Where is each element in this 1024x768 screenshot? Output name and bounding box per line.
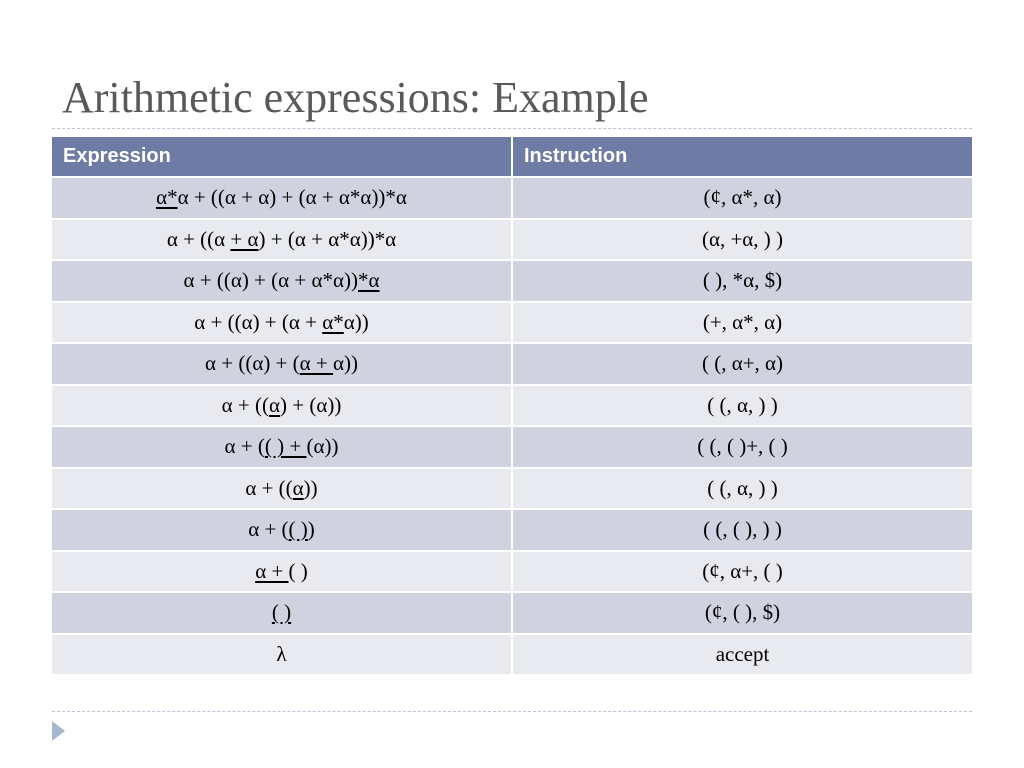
- table-row: [52, 385, 972, 427]
- table-row: [52, 509, 972, 551]
- header-expression: Expression: [52, 137, 512, 177]
- table-row: [52, 426, 972, 468]
- instruction-cell: ( ), *α, $): [512, 260, 972, 302]
- expression-cell: [52, 177, 512, 219]
- expr-underlined: α*: [322, 309, 344, 334]
- top-divider: [52, 128, 972, 129]
- table-row: [52, 260, 972, 302]
- expr-before: α + ((α) + (α + α*α)): [183, 268, 358, 293]
- expression-cell: [52, 219, 512, 261]
- expr-underlined: α +: [299, 351, 334, 376]
- expr-after: ( ): [288, 558, 308, 583]
- expr-after: (α)): [306, 434, 339, 459]
- instruction-cell: ( (, ( ), ) ): [512, 509, 972, 551]
- expr-before: α + (: [224, 434, 265, 459]
- expression-table: [52, 137, 972, 676]
- expression-cell: [52, 468, 512, 510]
- header-instruction: Instruction: [512, 137, 972, 177]
- expr-before: α + ((α) + (: [204, 351, 300, 376]
- table-row: [52, 177, 972, 219]
- expr-underlined: ( ): [288, 517, 308, 542]
- expression-cell: [52, 343, 512, 385]
- expr-underlined: α: [292, 475, 304, 500]
- slide-title: Arithmetic expressions: Example: [62, 73, 649, 122]
- expression-cell: [52, 509, 512, 551]
- expression-cell: [52, 260, 512, 302]
- table-row: [52, 302, 972, 344]
- expr-before: λ: [276, 641, 287, 666]
- table-header-row: [52, 137, 972, 177]
- expr-after: α)): [333, 351, 359, 376]
- expr-after: α + ((α + α) + (α + α*α))*α: [177, 185, 407, 210]
- expr-before: α + ((: [245, 475, 293, 500]
- bottom-divider: [52, 711, 972, 712]
- table-row: [52, 219, 972, 261]
- expression-cell: [52, 385, 512, 427]
- instruction-cell: (α, +α, ) ): [512, 219, 972, 261]
- instruction-cell: accept: [512, 634, 972, 676]
- expression-cell: [52, 634, 512, 676]
- table-row: [52, 592, 972, 634]
- expression-cell: [52, 302, 512, 344]
- expression-cell: [52, 426, 512, 468]
- expr-after: α)): [343, 309, 369, 334]
- triangle-bullet-icon: [52, 721, 65, 741]
- instruction-cell: ( (, ( )+, ( ): [512, 426, 972, 468]
- instruction-cell: ( (, α+, α): [512, 343, 972, 385]
- instruction-cell: (¢, ( ), $): [512, 592, 972, 634]
- expr-before: α + (: [248, 517, 289, 542]
- expression-cell: [52, 592, 512, 634]
- instruction-cell: (¢, α+, ( ): [512, 551, 972, 593]
- table-row: [52, 343, 972, 385]
- instruction-cell: ( (, α, ) ): [512, 385, 972, 427]
- instruction-cell: (+, α*, α): [512, 302, 972, 344]
- expr-underlined: *α: [358, 268, 380, 293]
- expr-after: ) + (α)): [280, 392, 342, 417]
- expr-underlined: + α: [230, 226, 259, 251]
- table-row: [52, 468, 972, 510]
- expr-before: α + ((: [221, 392, 269, 417]
- expr-before: α + ((α) + (α +: [194, 309, 323, 334]
- instruction-cell: ( (, α, ) ): [512, 468, 972, 510]
- expr-underlined: α +: [255, 558, 289, 583]
- expression-cell: [52, 551, 512, 593]
- table-row: [52, 634, 972, 676]
- expr-underlined: α*: [156, 185, 178, 210]
- instruction-cell: (¢, α*, α): [512, 177, 972, 219]
- expr-underlined: α: [269, 392, 281, 417]
- expr-after: ): [307, 517, 315, 542]
- expr-after: ) + (α + α*α))*α: [258, 226, 397, 251]
- table-row: [52, 551, 972, 593]
- expr-underlined: ( ): [271, 600, 292, 625]
- expr-before: α + ((α: [166, 226, 231, 251]
- expr-underlined: ( ) +: [264, 434, 307, 459]
- expr-after: )): [303, 475, 318, 500]
